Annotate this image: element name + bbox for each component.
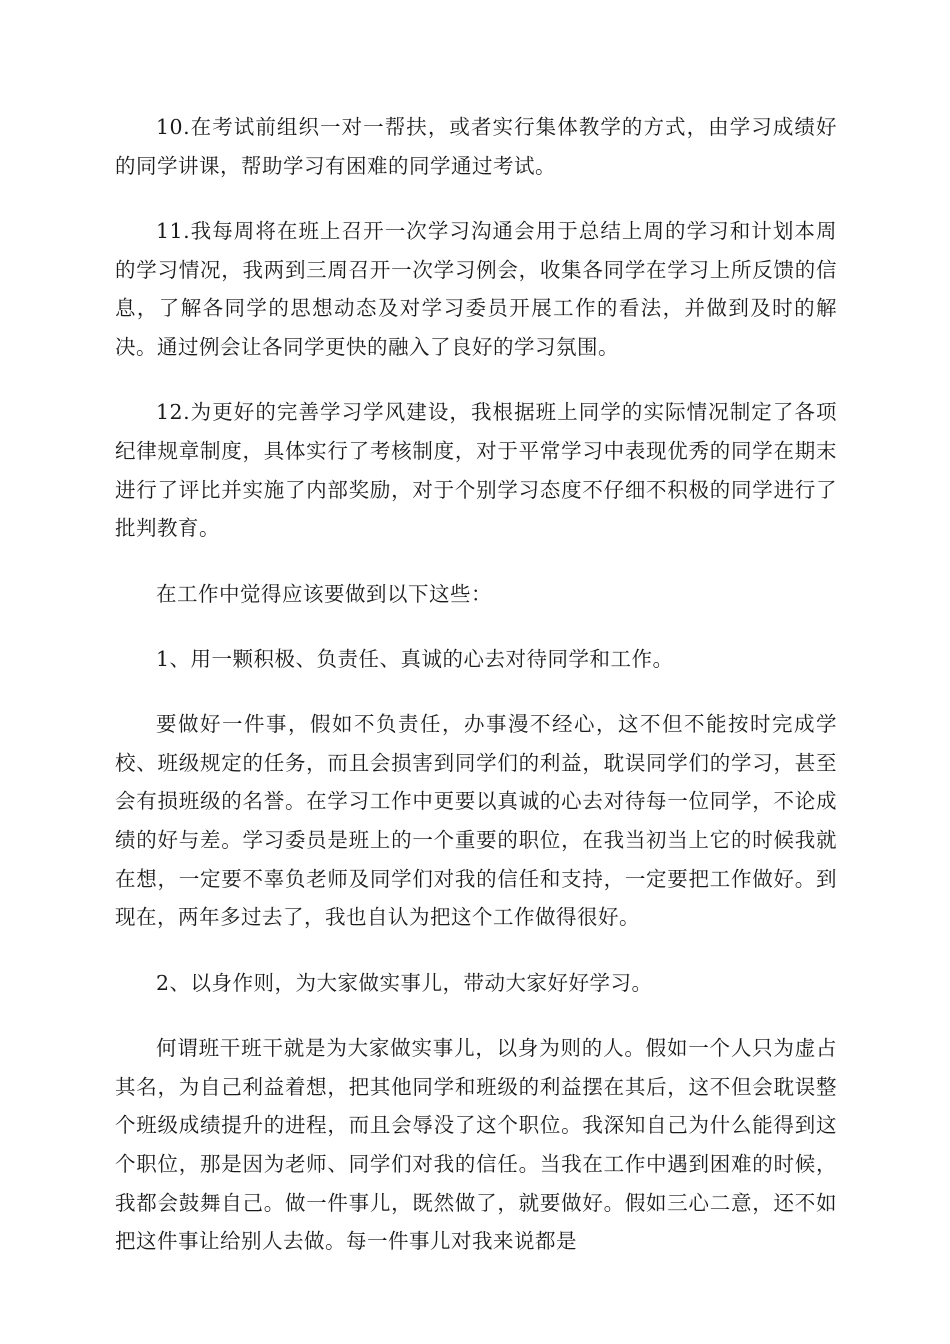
section-intro: 在工作中觉得应该要做到以下这些： xyxy=(156,581,492,606)
point-body-2: 何谓班干班干就是为大家做实事儿，以身为则的人。假如一个人只为虚占其名，为自己利益着想，把其他同学和班级的利益摆在其后，这不但会耽误整个班级成绩提升的进程，而且会辱没了这个职位。我深知自己为什么能得到这个职位，那是因为老师、同学们对我的信任。当我在工作中遇到困难的时候，我都会鼓舞自己。做一件事儿，既然做了，就要做好。假如三心二意，还不如把这件事让给别人去做。每一件事儿对我来说都是 xyxy=(115,1035,837,1254)
point-heading-1: 1、用一颗积极、负责任、真诚的心去对待同学和工作。 xyxy=(156,646,674,671)
paragraph-item-10: 10.在考试前组织一对一帮扶，或者实行集体教学的方式，由学习成绩好的同学讲课，帮助学习有困难的同学通过考试。 xyxy=(115,115,837,178)
point-heading-2: 2、以身作则，为大家做实事儿，带动大家好好学习。 xyxy=(156,970,653,995)
document-page xyxy=(115,108,837,1288)
paragraph-item-12: 12.为更好的完善学习学风建设，我根据班上同学的实际情况制定了各项纪律规章制度，具体实行了考核制度，对于平常学习中表现优秀的同学在期末进行了评比并实施了内部奖励，对于个别学习态度不仔细不积极的同学进行了批判教育。 xyxy=(115,400,837,541)
paragraph-item-11: 11.我每周将在班上召开一次学习沟通会用于总结上周的学习和计划本周的学习情况，我两到三周召开一次学习例会，收集各同学在学习上所反馈的信息，了解各同学的思想动态及对学习委员开展工作的看法，并做到及时的解决。通过例会让各同学更快的融入了良好的学习氛围。 xyxy=(115,218,837,360)
point-body-1: 要做好一件事，假如不负责任，办事漫不经心，这不但不能按时完成学校、班级规定的任务，而且会损害到同学们的利益，耽误同学们的学习，甚至会有损班级的名誉。在学习工作中更要以真诚的心去对待每一位同学，不论成绩的好与差。学习委员是班上的一个重要的职位，在我当初当上它的时候我就在想，一定要不辜负老师及同学们对我的信任和支持，一定要把工作做好。到现在，两年多过去了，我也自认为把这个工作做得很好。 xyxy=(115,711,837,930)
